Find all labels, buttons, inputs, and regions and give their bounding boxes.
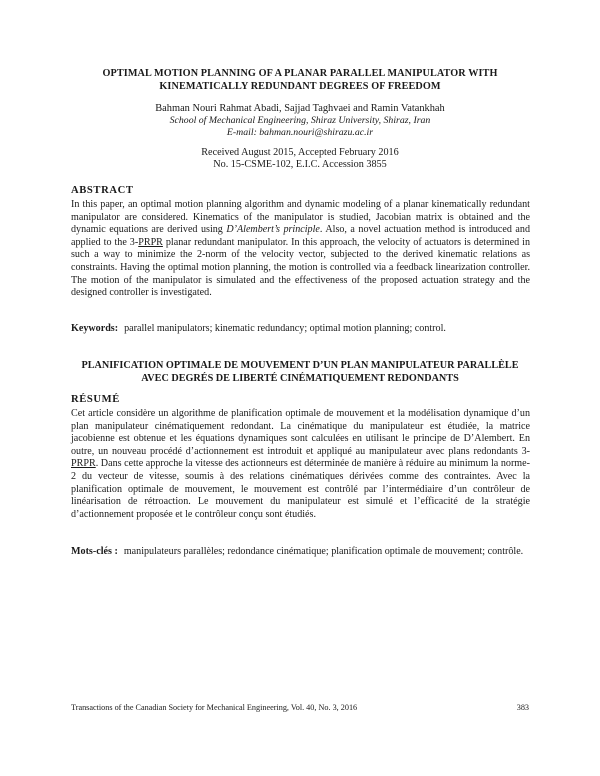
mots-cles-text: manipulateurs parallèles; redondance cinématique; planification optimale de mouvement; contrôle. <box>123 546 524 557</box>
journal-footer: Transactions of the Canadian Society for Mechanical Engineering, Vol. 40, No. 3, 2016 <box>71 703 358 712</box>
affiliation: School of Mechanical Engineering, Shiraz University, Shiraz, Iran <box>169 115 431 126</box>
paper-title <box>70 67 530 93</box>
mots-cles-label: Mots-clés : <box>71 546 118 557</box>
received-dates: Received August 2015, Accepted February 2016 <box>201 147 399 158</box>
resume-heading: RÉSUMÉ <box>71 394 120 405</box>
prpr-term: PRPR <box>138 236 163 248</box>
french-title <box>70 359 530 385</box>
author-email: E-mail: bahman.nouri@shirazu.ac.ir <box>226 127 374 138</box>
keywords <box>71 323 530 336</box>
dalembert-principle: D’Alembert’s principle <box>226 224 320 236</box>
mots-cles <box>71 546 530 559</box>
resume-text-2: . Dans cette approche la vitesse des actionneurs est déterminée de manière à réduire au minimum la norme-2 du vecteur de vitesse, soumis à des relations cinématiques dérivées comme des contraintes. Avec la planification optimale de mouvement, le mouvement est contrôlé par l’intermédiaire d’un contrôleur de linéarisation de rétroaction. Le mouvement du manipulateur est simulé et l’efficacité de la stratégie d’actionnement proposée et le contrôleur conçu sont étudiés. <box>71 458 530 520</box>
page-number: 383 <box>516 703 529 712</box>
abstract-text-1: In this paper, an optimal motion planning algorithm and dynamic modeling of a planar kinematically redundant manipulator are considered. Kinematics of the manipulator is studied, Jacobian matrix is obtained and the dynamic equations are derived using <box>71 199 530 236</box>
authors: Bahman Nouri Rahmat Abadi, Sajjad Taghvaei and Ramin Vatankhah <box>155 103 445 114</box>
abstract-body <box>71 199 530 300</box>
title-line-2: KINEMATICALLY REDUNDANT DEGREES OF FREEDOM <box>159 81 441 92</box>
resume-body <box>71 408 530 521</box>
manuscript-number: No. 15-CSME-102, E.I.C. Accession 3855 <box>213 159 387 170</box>
abstract-heading: ABSTRACT <box>71 185 134 196</box>
french-title-line-1: PLANIFICATION OPTIMALE DE MOUVEMENT D’UN PLAN MANIPULATEUR PARALLÈLE <box>81 360 519 371</box>
french-title-line-2: AVEC DEGRÉS DE LIBERTÉ CINÉMATIQUEMENT REDONDANTS <box>141 373 459 384</box>
abstract-text-3: planar redundant manipulator. In this approach, the velocity of actuators is determined in such a way to minimize the 2-norm of the velocity vector, subjected to the derived kinematic relations as constraints. Having the optimal motion planning, the motion is controlled via a feedback linearization controller. The motion of the manipulator is simulated and the effectiveness of the proposed actuation strategy and the designed controller is investigated. <box>71 236 530 299</box>
title-line-1: OPTIMAL MOTION PLANNING OF A PLANAR PARALLEL MANIPULATOR WITH <box>102 68 498 79</box>
abstract-text-2: . Also, a novel actuation method is introduced and applied to the 3- <box>71 224 530 248</box>
resume-prpr-term: PRPR <box>71 458 96 470</box>
keywords-label: Keywords: <box>71 323 119 334</box>
resume-text-1: Cet article considère un algorithme de planification optimale de mouvement et la modélisation dynamique d’un plan manipulateur cinématiquement redondant. La cinématique du manipulateur est étudiée, la matrice jacobienne est obtenue et les équations dynamiques sont calculées en utilisant le principe de D’Alembert. En outre, un nouveau procédé d’actionnement est introduit et appliqué au manipulateur avec plans redondants 3- <box>71 408 530 457</box>
keywords-text: parallel manipulators; kinematic redundancy; optimal motion planning; control. <box>124 323 446 334</box>
